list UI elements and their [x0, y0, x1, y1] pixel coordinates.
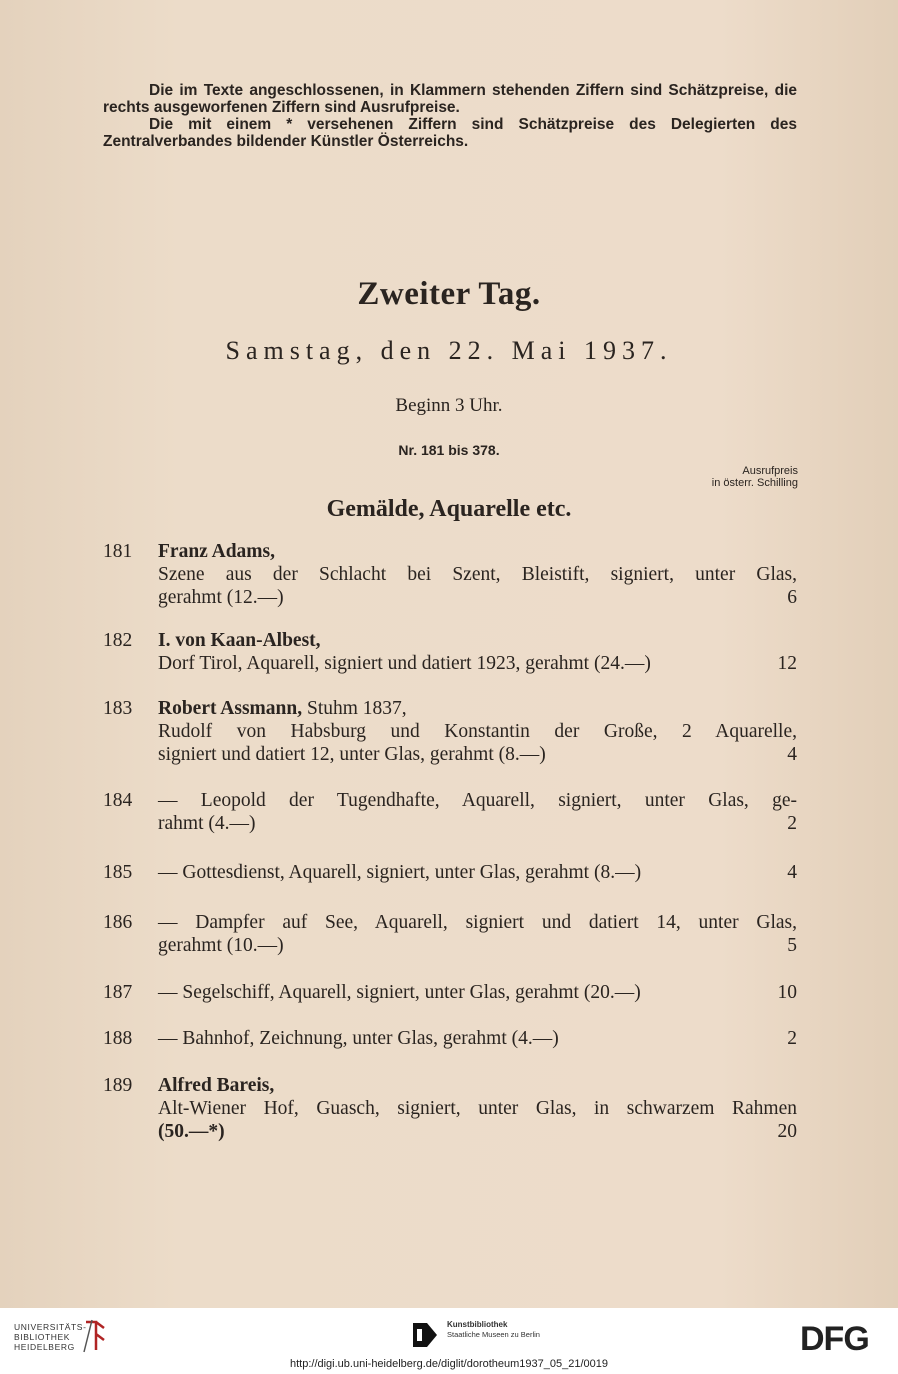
lot-number: 184	[103, 790, 133, 811]
price-notice	[103, 82, 797, 150]
lot-description-line: Szene aus der Schlacht bei Szent, Bleistift, signiert, unter Glas,	[158, 564, 797, 585]
lot-artist: Franz Adams,	[158, 541, 275, 562]
lot-price: 20	[777, 1121, 797, 1142]
lot-description-line: — Leopold der Tugendhafte, Aquarell, signiert, unter Glas, ge-	[158, 790, 797, 811]
lot-number: 185	[103, 862, 133, 883]
lot-number: 188	[103, 1028, 133, 1049]
auction-date: Samstag, den 22. Mai 1937.	[225, 336, 673, 365]
lot-description-line: rahmt (4.—) 2	[158, 813, 797, 834]
lot-price: 2	[787, 1028, 797, 1049]
lot-price: 12	[777, 653, 797, 674]
lot-description-line: — Gottesdienst, Aquarell, signiert, unter Glas, gerahmt (8.—) 4	[158, 862, 797, 883]
price-column-header	[712, 465, 798, 489]
lot-artist-origin: Stuhm 1837,	[302, 698, 407, 719]
lot-artist: Robert Assmann,	[158, 698, 303, 719]
lot-price: 10	[777, 982, 797, 1003]
lot-description-line: Alt-Wiener Hof, Guasch, signiert, unter Glas, in schwarzem Rahmen	[158, 1098, 797, 1119]
lot-price: 4	[787, 862, 797, 883]
lot-description-line: Dorf Tirol, Aquarell, signiert und datiert 1923, gerahmt (24.—) 12	[158, 653, 797, 674]
lot-description-line: — Bahnhof, Zeichnung, unter Glas, gerahmt (4.—) 2	[158, 1028, 797, 1049]
lot-price: 2	[787, 813, 797, 834]
price-label-1: Ausrufpreis	[742, 465, 798, 477]
kunstbibliothek-logo-icon	[411, 1321, 439, 1349]
price-label-2: in österr. Schilling	[711, 477, 798, 489]
lot-artist-line	[158, 697, 797, 720]
lot-description-line: Rudolf von Habsburg und Konstantin der Große, 2 Aquarelle,	[158, 721, 797, 742]
lot-description-line: gerahmt (12.—) 6	[158, 587, 797, 608]
kunstbibliothek-logo-text: Kunstbibliothek Staatliche Museen zu Berlin	[447, 1320, 540, 1339]
section-heading: Gemälde, Aquarelle etc.	[326, 496, 572, 522]
notice-line-2: Die mit einem * versehenen Ziffern sind Schätzpreise des Delegierten des Zentralverbandes bildender Künstler Österreichs.	[103, 116, 797, 150]
lot-number: 186	[103, 912, 133, 933]
lot-number: 181	[103, 541, 133, 562]
uni-library-logo-text: UNIVERSITÄTS- BIBLIOTHEK HEIDELBERG	[14, 1322, 87, 1352]
lot-price: 6	[787, 587, 797, 608]
uni-library-logo-icon	[82, 1318, 108, 1354]
lot-description-line: — Dampfer auf See, Aquarell, signiert und datiert 14, unter Glas,	[158, 912, 797, 933]
lot-number: 189	[103, 1075, 133, 1096]
dfg-logo: DFG	[800, 1320, 869, 1358]
lot-price: 4	[787, 744, 797, 765]
source-url[interactable]: http://digi.ub.uni-heidelberg.de/diglit/dorotheum1937_05_21/0019	[289, 1358, 609, 1370]
lot-number: 187	[103, 982, 133, 1003]
lot-description-line: — Segelschiff, Aquarell, signiert, unter Glas, gerahmt (20.—) 10	[158, 982, 797, 1003]
digitization-footer	[0, 1308, 898, 1374]
lot-number: 183	[103, 698, 133, 719]
notice-line-1: Die im Texte angeschlossenen, in Klammern stehenden Ziffern sind Schätzpreise, die rechts ausgeworfenen Ziffern sind Ausrufpreise.	[103, 82, 797, 116]
lot-artist: I. von Kaan-Albest,	[158, 630, 321, 651]
estimate-delegate: (50.—*)	[158, 1121, 225, 1142]
lot-description-line: signiert und datiert 12, unter Glas, gerahmt (8.—) 4	[158, 744, 797, 765]
lot-description-line	[158, 1120, 797, 1143]
lot-range: Nr. 181 bis 378.	[398, 442, 500, 458]
lot-number: 182	[103, 630, 133, 651]
start-time: Beginn 3 Uhr.	[395, 395, 503, 416]
lot-artist: Alfred Bareis,	[158, 1075, 275, 1096]
lot-description-line: gerahmt (10.—) 5	[158, 935, 797, 956]
page-title: Zweiter Tag.	[357, 276, 541, 312]
lot-price: 5	[787, 935, 797, 956]
